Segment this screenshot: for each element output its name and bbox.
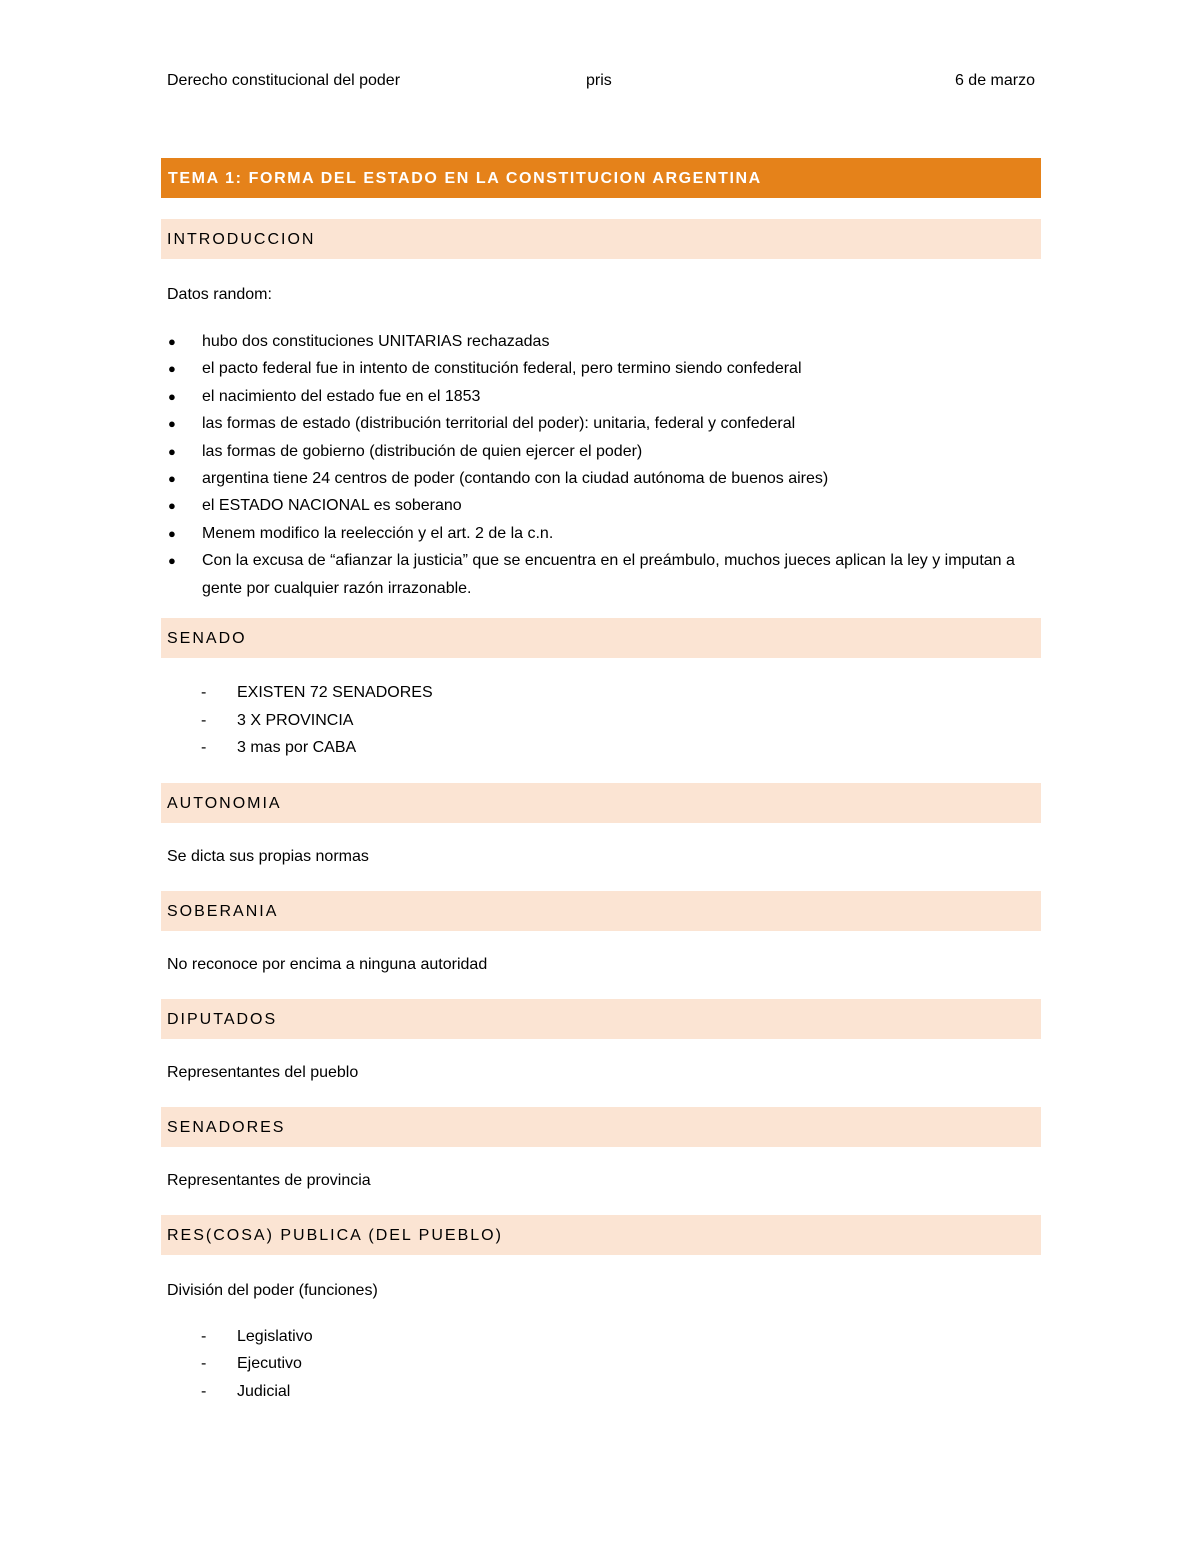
respublica-dash-list xyxy=(161,1323,1041,1406)
section-heading-soberania: SOBERANIA xyxy=(161,891,1041,931)
introduccion-bullet-list xyxy=(161,328,1041,602)
diputados-text: Representantes del pueblo xyxy=(167,1063,359,1081)
list-item: - Judicial xyxy=(161,1378,1041,1406)
list-item: ● las formas de estado (distribución territorial del poder): unitaria, federal y confederal xyxy=(161,410,1041,437)
soberania-text: No reconoce por encima a ninguna autoridad xyxy=(167,955,488,973)
list-item: ● el ESTADO NACIONAL es soberano xyxy=(161,492,1041,519)
bullet-icon: ● xyxy=(168,471,176,487)
bullet-icon: ● xyxy=(168,553,176,569)
list-item: ● el nacimiento del estado fue en el 1853 xyxy=(161,383,1041,410)
introduccion-lead: Datos random: xyxy=(167,286,272,303)
bullet-icon: ● xyxy=(168,443,176,459)
section-heading-autonomia: AUTONOMIA xyxy=(161,783,1041,823)
bullet-icon: ● xyxy=(168,525,176,541)
page-header xyxy=(167,72,1035,96)
section-heading-diputados: DIPUTADOS xyxy=(161,999,1041,1039)
dash-marker: - xyxy=(201,739,207,757)
bullet-icon: ● xyxy=(168,498,176,514)
list-item: ● Menem modifico la reelección y el art. 2 de la c.n. xyxy=(161,520,1041,547)
senadores-text: Representantes de provincia xyxy=(167,1171,371,1189)
list-item: - EXISTEN 72 SENADORES xyxy=(161,679,1041,707)
section-heading-introduccion: INTRODUCCION xyxy=(161,219,1041,259)
respublica-lead: División del poder (funciones) xyxy=(167,1281,378,1299)
list-item: ● el pacto federal fue in intento de constitución federal, pero termino siendo confederal xyxy=(161,355,1041,382)
document-body xyxy=(161,158,1041,1405)
section-heading-senado: SENADO xyxy=(161,618,1041,658)
dash-marker: - xyxy=(201,684,207,702)
list-item: ● argentina tiene 24 centros de poder (contando con la ciudad autónoma de buenos aires) xyxy=(161,465,1041,492)
list-item: ● hubo dos constituciones UNITARIAS rechazadas xyxy=(161,328,1041,355)
bullet-icon: ● xyxy=(168,416,176,432)
bullet-icon: ● xyxy=(168,388,176,404)
document-title: TEMA 1: FORMA DEL ESTADO EN LA CONSTITUCION ARGENTINA xyxy=(161,158,1041,198)
autonomia-text: Se dicta sus propias normas xyxy=(167,847,369,865)
header-date: 6 de marzo xyxy=(954,72,1035,89)
senado-dash-list xyxy=(161,679,1041,762)
bullet-icon: ● xyxy=(168,361,176,377)
list-item: - Ejecutivo xyxy=(161,1350,1041,1378)
section-heading-respublica: RES(COSA) PUBLICA (DEL PUEBLO) xyxy=(161,1215,1041,1255)
list-item: - Legislativo xyxy=(161,1323,1041,1351)
list-item: ● Con la excusa de “afianzar la justicia” que se encuentra en el preámbulo, muchos jueces aplican la ley y imputan a gente por cualquier razón irrazonable. xyxy=(161,547,1041,602)
section-heading-senadores: SENADORES xyxy=(161,1107,1041,1147)
list-item: ● las formas de gobierno (distribución de quien ejercer el poder) xyxy=(161,438,1041,465)
dash-marker: - xyxy=(201,1327,207,1345)
list-item: - 3 X PROVINCIA xyxy=(161,707,1041,735)
dash-marker: - xyxy=(201,711,207,729)
header-course-name: Derecho constitucional del poder xyxy=(167,72,401,89)
header-author: pris xyxy=(586,72,612,89)
bullet-icon: ● xyxy=(168,334,176,349)
dash-marker: - xyxy=(201,1355,207,1373)
dash-marker: - xyxy=(201,1382,207,1400)
list-item: - 3 mas por CABA xyxy=(161,734,1041,762)
